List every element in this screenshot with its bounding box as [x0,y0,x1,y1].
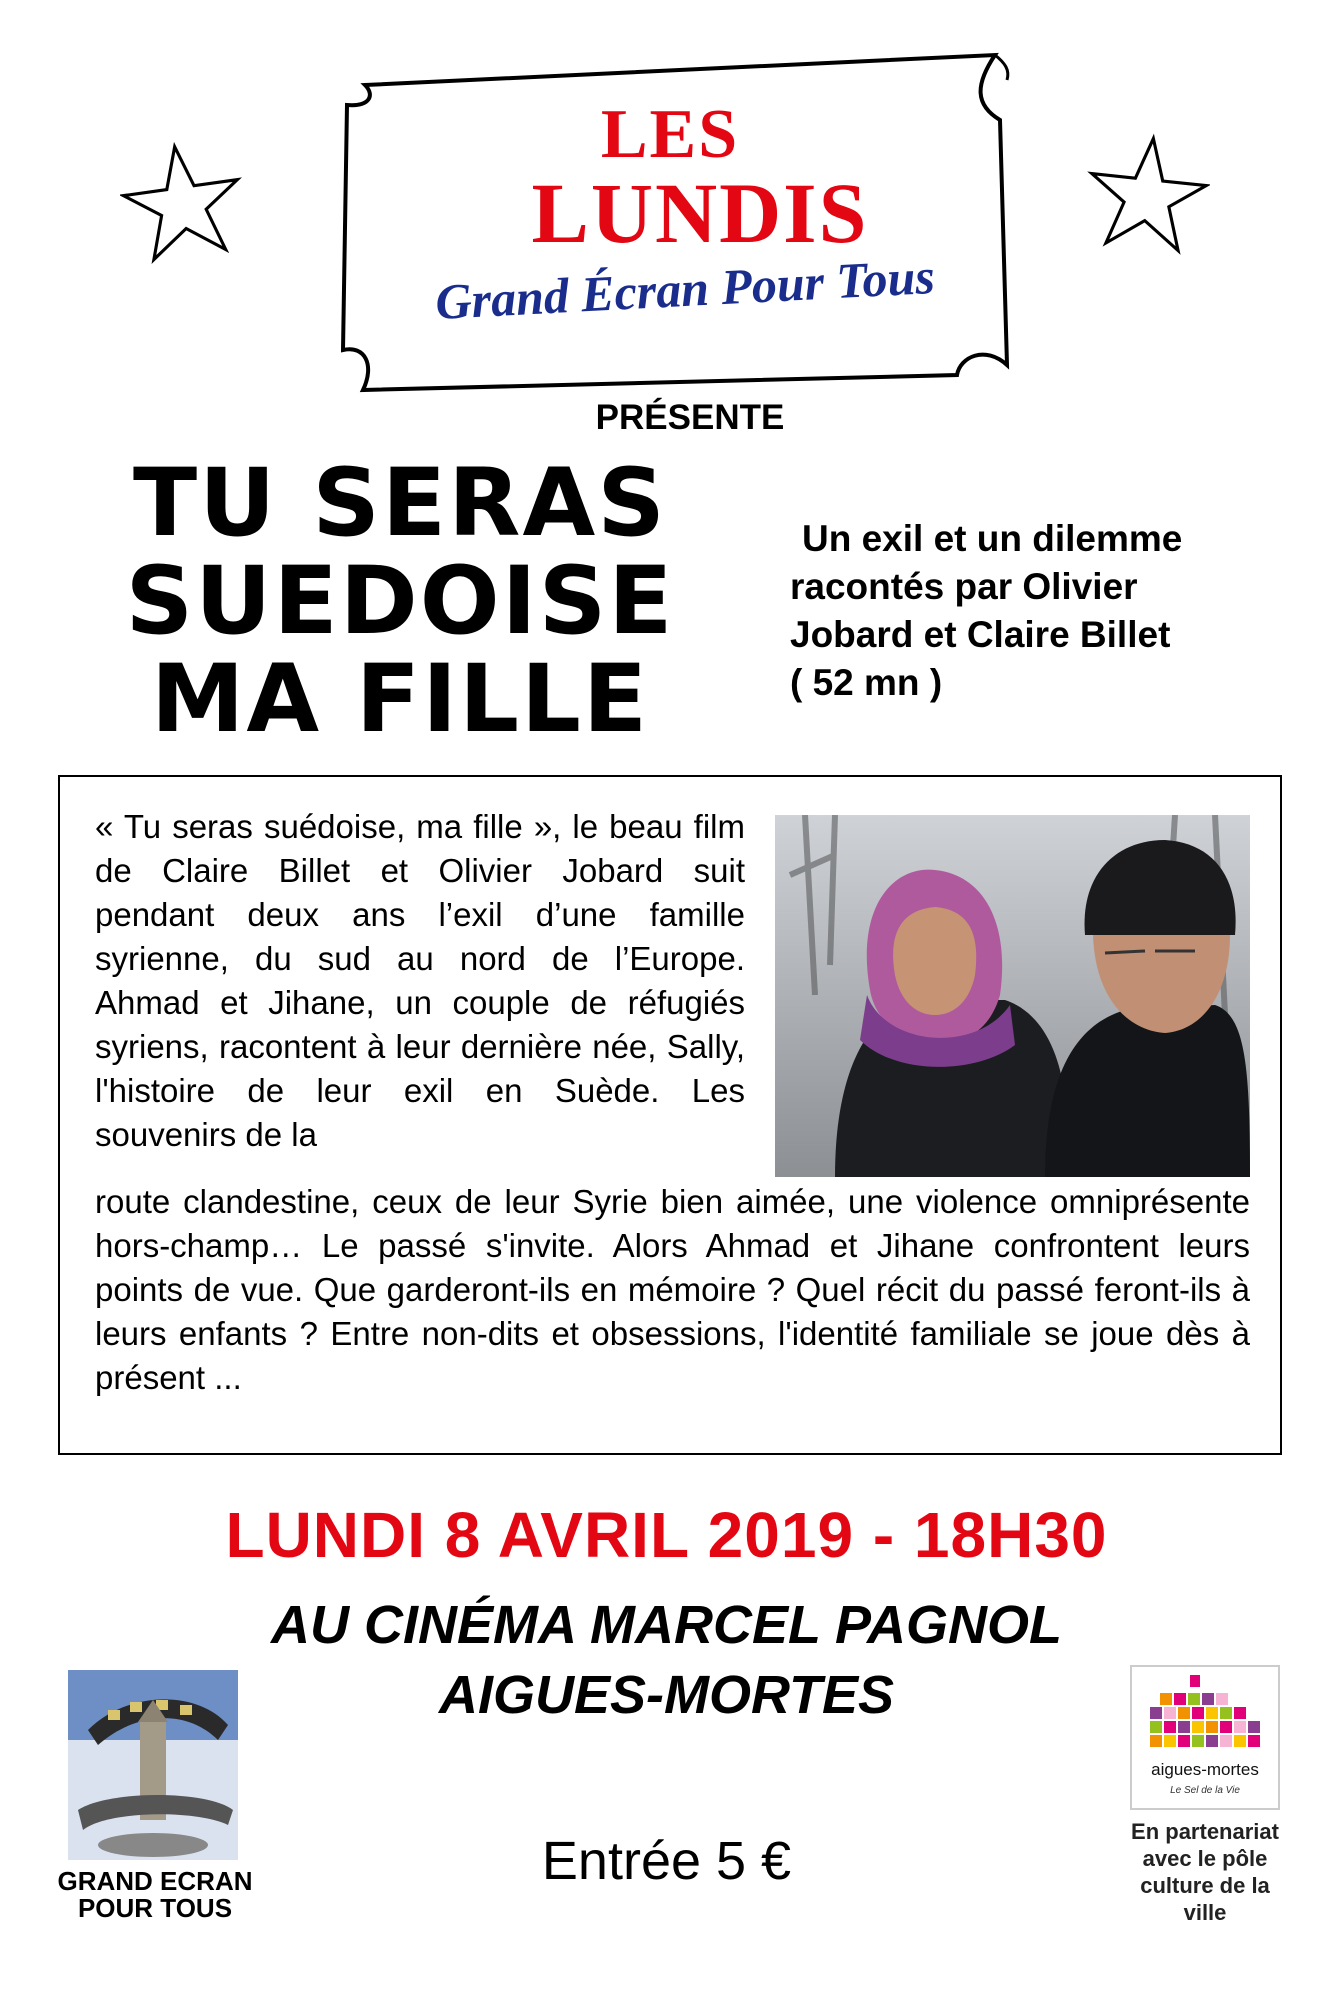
partner-line: avec le pôle [1142,1846,1268,1871]
logo-lundis: LUNDIS [531,165,869,261]
aigues-mortes-logo-text: aigues-mortes [1151,1760,1259,1779]
logo-label-line: GRAND ECRAN [57,1866,253,1896]
film-title-line: SUEDOISE [125,547,675,656]
star-icon [1085,132,1210,257]
film-title [40,449,760,754]
film-title-line: TU SERAS [133,449,667,558]
star-icon [120,140,245,265]
partner-line: culture de la [1140,1873,1270,1898]
venue-town: AIGUES-MORTES [438,1665,895,1725]
film-subtitle [790,515,1270,707]
subtitle-line: racontés par Olivier [790,566,1138,607]
entry-price: Entrée 5 € [541,1831,792,1891]
partnership-text [1100,1818,1310,1926]
event-date-time: LUNDI 8 AVRIL 2019 - 18H30 [225,1499,1108,1571]
film-title-line: MA FILLE [150,645,650,754]
subtitle-line: Un exil et un dilemme [802,518,1183,559]
subtitle-line: ( 52 mn ) [790,662,943,703]
aigues-mortes-logo [1130,1665,1280,1810]
aigues-mortes-logo-slogan: Le Sel de la Vie [1170,1785,1240,1796]
subtitle-line: Jobard et Claire Billet [790,614,1171,655]
synopsis-text-continued: route clandestine, ceux de leur Syrie bien aimée, une violence omniprésente hors-champ… Le passé s'invite. Alors Ahmad et Jihane confrontent leurs points de vue. Que garderont-ils en mémoire ? Quel récit du passé feront-ils à leurs enfants ? Entre non-dits et obsessions, l'identité familiale se joue dès à présent ... [95,1183,1250,1396]
film-still-photo [775,815,1250,1177]
logo-les: LES [600,96,740,173]
grand-ecran-pour-tous-logo [68,1670,238,1860]
logo-tagline: Grand Écran Pour Tous [434,247,936,331]
synopsis-text: « Tu seras suédoise, ma fille », le beau film de Claire Billet et Olivier Jobard suit pendant deux ans l’exil d’une famille syrienne, du sud au nord de l’Europe. Ahmad et Jihane, un couple de réfugiés syriens, racontent à leur dernière née, Sally, l'histoire de leur exil en Suède. Les souvenirs de la [95,808,745,1153]
logo-label-line: POUR TOUS [77,1893,233,1923]
venue-name: AU CINÉMA MARCEL PAGNOL [271,1595,1062,1655]
partner-line: En partenariat [1131,1819,1279,1844]
grand-ecran-pour-tous-label [40,1868,270,1922]
presente-label: PRÉSENTE [595,398,785,437]
partner-line: ville [1183,1900,1227,1925]
